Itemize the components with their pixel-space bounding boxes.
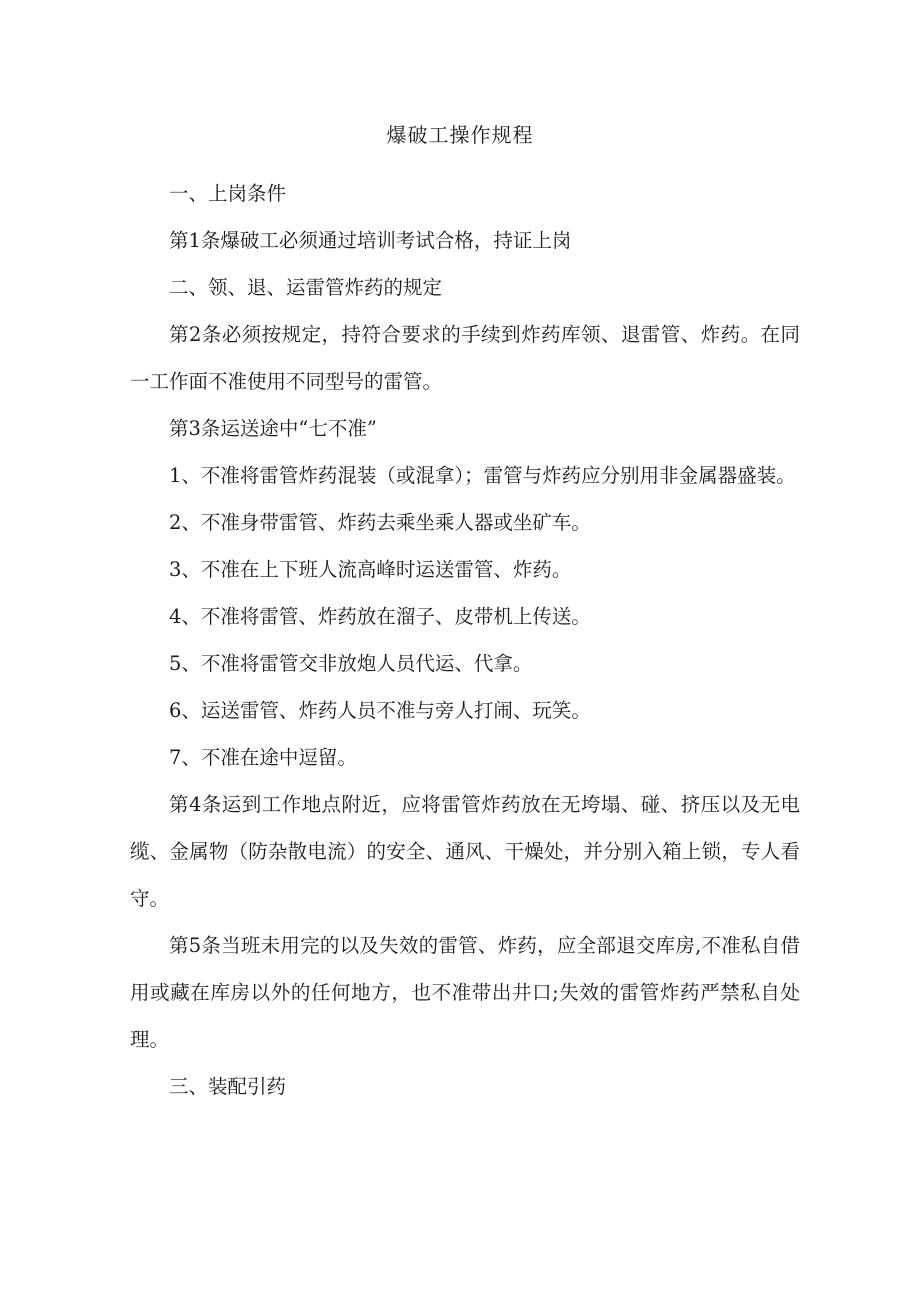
- article-1: 第1条爆破工必须通过培训考试合格，持证上岗: [169, 229, 572, 252]
- section-heading-3: 三、装配引药: [169, 1075, 287, 1098]
- rule-item-6: 6、运送雷管、炸药人员不准与旁人打闹、玩笑。: [169, 699, 591, 722]
- article-2: 第2条必须按规定，持符合要求的手续到炸药库领、退雷管、炸药。在同一工作面不准使用不同型号的雷管。: [130, 323, 800, 393]
- section-heading-1: 一、上岗条件: [169, 182, 287, 205]
- rule-item-1: 1、不准将雷管炸药混装（或混拿）；雷管与炸药应分别用非金属器盛装。: [169, 464, 796, 487]
- document-title: 爆破工操作规程: [386, 123, 534, 147]
- rule-item-7: 7、不准在途中逗留。: [169, 746, 357, 769]
- rule-item-4: 4、不准将雷管、炸药放在溜子、皮带机上传送。: [169, 605, 591, 628]
- rule-item-5: 5、不准将雷管交非放炮人员代运、代拿。: [169, 652, 533, 675]
- rule-item-2: 2、不准身带雷管、炸药去乘坐乘人器或坐矿车。: [169, 511, 591, 534]
- rule-item-3: 3、不准在上下班人流高峰时运送雷管、炸药。: [169, 558, 572, 581]
- article-4: 第4条运到工作地点附近，应将雷管炸药放在无垮塌、碰、挤压以及无电缆、金属物（防杂散电流）的安全、通风、干燥处，并分别入箱上锁，专人看守。: [130, 793, 800, 910]
- section-heading-2: 二、领、退、运雷管炸药的规定: [169, 276, 443, 299]
- article-3: 第3条运送途中“七不准”: [169, 417, 377, 440]
- document-body: [130, 170, 800, 1110]
- article-5: 第5条当班未用完的以及失效的雷管、炸药，应全部退交库房,不准私自借用或藏在库房以外的任何地方，也不准带出井口;失效的雷管炸药严禁私自处理。: [130, 934, 800, 1051]
